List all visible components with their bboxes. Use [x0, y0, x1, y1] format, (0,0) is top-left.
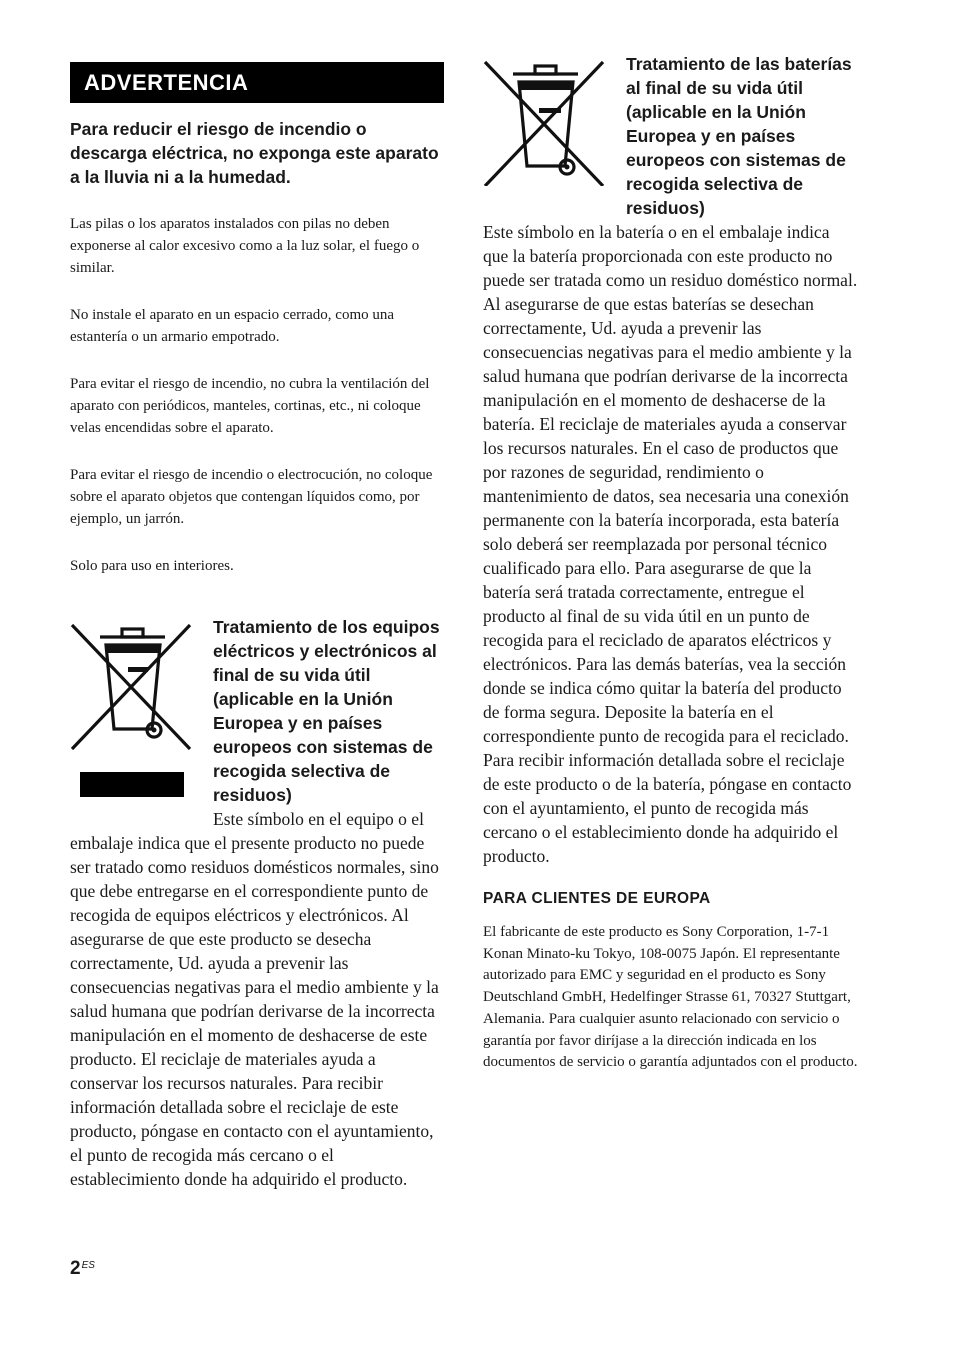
paragraph-indoor-use: Solo para uso en interiores. [70, 558, 234, 574]
weee-black-bar [80, 772, 184, 797]
crossed-out-wheelie-bin-icon [483, 58, 605, 186]
left-column [70, 62, 445, 1191]
battery-section [483, 52, 858, 868]
battery-body: Este símbolo en la batería o en el embalaje indica que la batería proporcionada con este producto no puede ser tratada como un residuo doméstico normal. Al asegurarse de que estas baterías se desechan correctamente, Ud. ayuda a prevenir las consecuencias negativas para el medio ambiente y la salud humana que podrían derivarse de la incorrecta manipulación en el momento de deshacerse de la batería. El reciclaje de materiales ayuda a conservar los recursos naturales. En el caso de productos que por razones de seguridad, rendimiento o mantenimiento de datos, sea necesaria una conexión permanente con la batería incorporada, esta batería solo deberá ser reemplazada por personal técnico cualificado para ello. Para asegurarse de que la batería será tratada correctamente, entregue el producto al final de su vida útil en un punto de recogida para el reciclado de aparatos eléctricos y electrónicos. Para las demás baterías, vea la sección donde se indica cómo quitar la batería del producto de forma segura. Deposite la batería en el correspondiente punto de recogida para el reciclado. Para recibir información detallada sobre el reciclaje de este producto o de la batería, póngase en contacto con el ayuntamiento, el punto de recogida más cercano o el establecimiento donde ha adquirido el producto. [483, 222, 858, 866]
weee-heading: Tratamiento de los equipos eléctricos y electrónicos al final de su vida útil (aplicable en la Unión Europea y en países europeos con sistemas de recogida selectiva de residuos) [213, 617, 440, 805]
right-column [483, 52, 858, 1089]
paragraph-enclosed-space: No instale el aparato en un espacio cerrado, como una estantería o un armario empotrado. [70, 307, 395, 345]
europe-body: El fabricante de este producto es Sony Corporation, 1-7-1 Konan Minato-ku Tokyo, 108-0075 Japón. El representante autorizado para EMC y seguridad en el producto es Sony Deutschland GmbH, Hedelfinger Strasse 61, 70327 Stuttgart, Alemania. Para cualquier asunto relacionado con servicio o garantía por favor diríjase a la dirección indicada en los documentos de servicio o garantía adjuntados con el producto. [483, 924, 858, 1071]
europe-heading: PARA CLIENTES DE EUROPA [483, 890, 711, 907]
language-code: ES [81, 1260, 95, 1271]
paragraph-ventilation: Para evitar el riesgo de incendio, no cubra la ventilación del aparato con periódicos, manteles, cortinas, etc., ni coloque velas encendidas sobre el aparato. [70, 376, 430, 436]
paragraph-liquids: Para evitar el riesgo de incendio o electrocución, no coloque sobre el aparato objetos que contengan líquidos como, por ejemplo, un jarrón. [70, 467, 433, 527]
crossed-out-wheelie-bin-icon [70, 623, 192, 751]
warning-lead: Para reducir el riesgo de incendio o descarga eléctrica, no exponga este aparato a la lluvia ni a la humedad. [70, 119, 439, 187]
weee-section [70, 615, 445, 1191]
warning-banner: ADVERTENCIA [70, 62, 444, 103]
page-number-value: 2 [70, 1258, 81, 1279]
page-number [70, 1258, 95, 1280]
weee-body: Este símbolo en el equipo o el embalaje indica que el presente producto no puede ser tratado como residuos domésticos normales, sino que debe entregarse en el correspondiente punto de recogida de equipos eléctricos y electrónicos. Al asegurarse de que este producto se desecha correctamente, Ud. ayuda a prevenir las consecuencias negativas para el medio ambiente y la salud humana que podrían derivarse de la incorrecta manipulación en el momento de deshacerse de este producto. El reciclaje de materiales ayuda a conservar los recursos naturales. Para recibir información detallada sobre el reciclaje de este producto, póngase en contacto con el ayuntamiento, el punto de recogida más cercano o el establecimiento donde ha adquirido el producto. [70, 809, 439, 1189]
paragraph-batteries-heat: Las pilas o los aparatos instalados con pilas no deben exponerse al calor excesivo como a la luz solar, el fuego o similar. [70, 216, 420, 276]
battery-heading: Tratamiento de las baterías al final de su vida útil (aplicable en la Unión Europea y en países europeos con sistemas de recogida selectiva de residuos) [626, 54, 852, 218]
